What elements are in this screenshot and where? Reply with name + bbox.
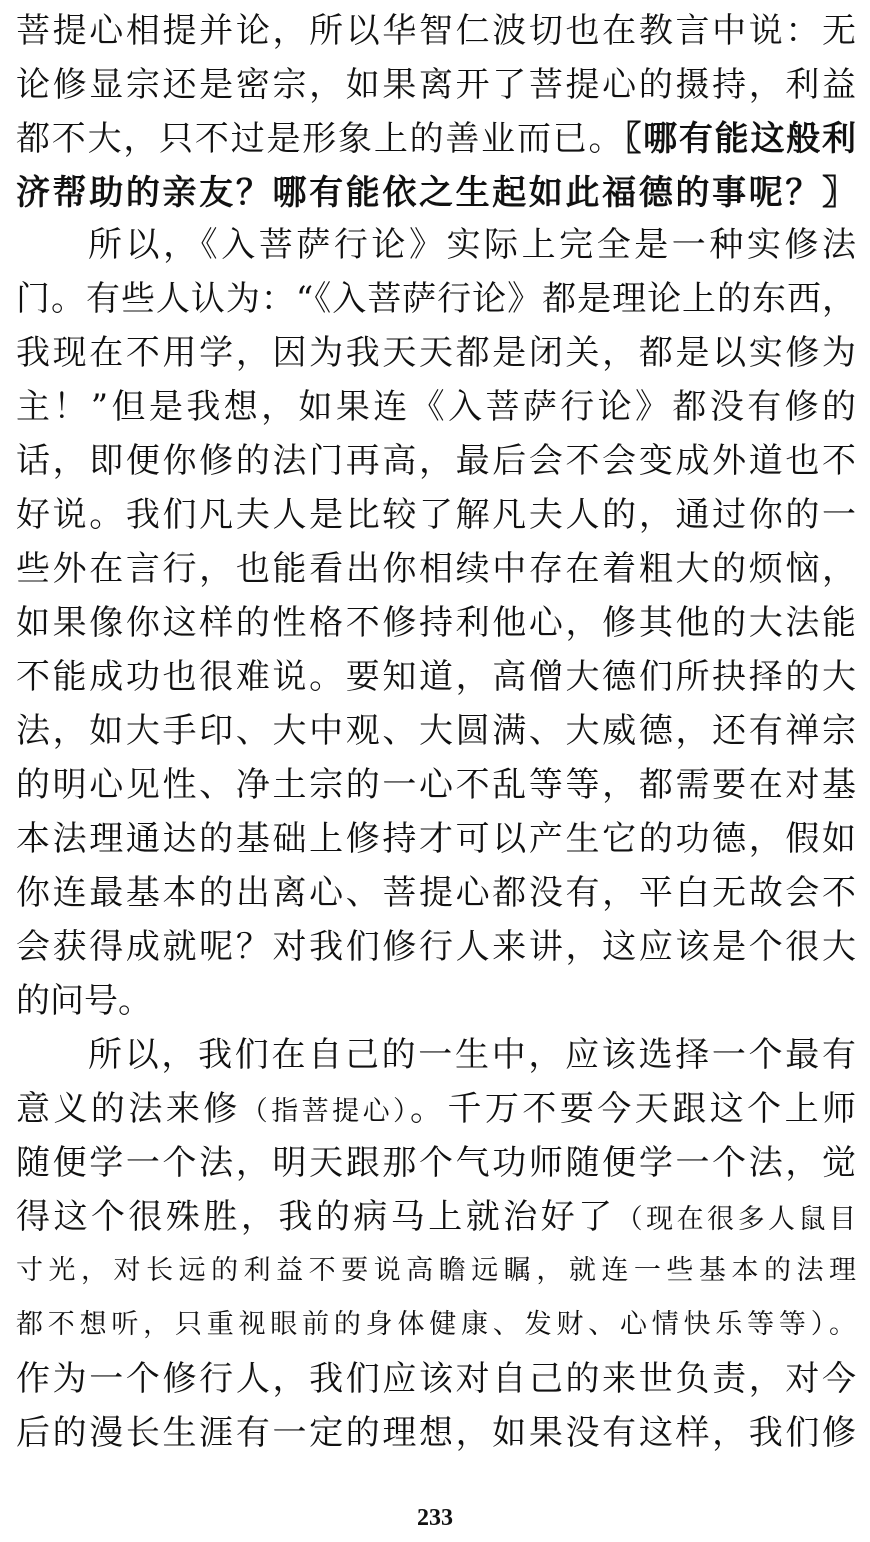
text-line [16,758,856,812]
text-run: 论修显宗还是密宗，如果离开了菩提心的摄持，利益 [16,65,856,105]
small-note-line [16,1244,856,1298]
text-line [16,326,856,380]
text-line [16,1190,856,1244]
text-run: 你连最基本的出离心、菩提心都没有，平白无故会不 [16,873,856,913]
text-line [16,380,856,434]
text-line [16,1352,856,1406]
text-run: 我现在不用学，因为我天天都是闭关，都是以实修为 [16,333,856,373]
text-line [16,542,856,596]
text-line [16,58,856,112]
text-run: 随便学一个法，明天跟那个气功师随便学一个法，觉 [16,1143,856,1183]
text-run: 些外在言行，也能看出你相续中存在着粗大的烦恼， [16,549,856,589]
text-run: 主！”但是我想，如果连《入菩萨行论》都没有修的 [16,387,856,427]
text-line [16,272,856,326]
text-run: 都不大，只不过是形象上的善业而已。 [16,119,625,159]
text-run: 。千万不要今天跟这个上师 [410,1089,856,1129]
text-line [16,596,856,650]
text-line [16,704,856,758]
text-run: 所以，《入菩萨行论》实际上完全是一种实修法 [88,225,856,265]
text-line [16,812,856,866]
text-run: 不能成功也很难说。要知道，高僧大德们所抉择的大 [16,657,856,697]
text-line [16,974,856,1028]
text-line [16,650,856,704]
small-note-line [16,1298,856,1352]
text-run: 会获得成就呢？对我们修行人来讲，这应该是个很大 [16,927,856,967]
text-run: 好说。我们凡夫人是比较了解凡夫人的，通过你的一 [16,495,856,535]
small-note-run: （现在很多人鼠目 [615,1204,856,1235]
text-line [16,488,856,542]
text-line [16,112,856,166]
small-note-run: 都不想听，只重视眼前的身体健康、发财、心情快乐等等）。 [16,1309,856,1340]
text-run: 话，即便你修的法门再高，最后会不会变成外道也不 [16,441,856,481]
text-run: 得这个很殊胜，我的病马上就治好了 [16,1197,616,1237]
text-run: 如果像你这样的性格不修持利他心，修其他的大法能 [16,603,856,643]
text-run: 后的漫长生涯有一定的理想，如果没有这样，我们修 [16,1413,856,1453]
text-run: 门。有些人认为：“《入菩萨行论》都是理论上的东西， [16,279,856,319]
text-run: 的明心见性、净土宗的一心不乱等等，都需要在对基 [16,765,856,805]
small-note-run: 寸光，对长远的利益不要说高瞻远瞩，就连一些基本的法理 [16,1255,856,1286]
text-run: 本法理通达的基础上修持才可以产生它的功德，假如 [16,819,856,859]
text-line [16,1082,856,1136]
text-run: 作为一个修行人，我们应该对自己的来世负责，对今 [16,1359,856,1399]
page-number: 233 [417,1505,453,1531]
bold-text-run: 〖哪有能这般利 [624,119,856,159]
text-line [16,1136,856,1190]
text-line [16,166,856,220]
paragraph-start-line [88,218,856,272]
text-line [16,4,856,58]
text-run: 意义的法来修 [16,1089,241,1129]
small-note-run: （指菩提心） [240,1096,410,1127]
bold-text-run: 济帮助的亲友？哪有能依之生起如此福德的事呢？〗 [16,173,856,213]
text-run: 法，如大手印、大中观、大圆满、大威德，还有禅宗 [16,711,856,751]
paragraph-start-line [88,1028,856,1082]
text-line [16,866,856,920]
text-run: 的问号。 [16,981,152,1021]
text-line [16,434,856,488]
text-run: 所以，我们在自己的一生中，应该选择一个最有 [88,1035,856,1075]
text-run: 菩提心相提并论，所以华智仁波切也在教言中说：无 [16,11,856,51]
text-line [16,920,856,974]
text-line [16,1406,856,1460]
